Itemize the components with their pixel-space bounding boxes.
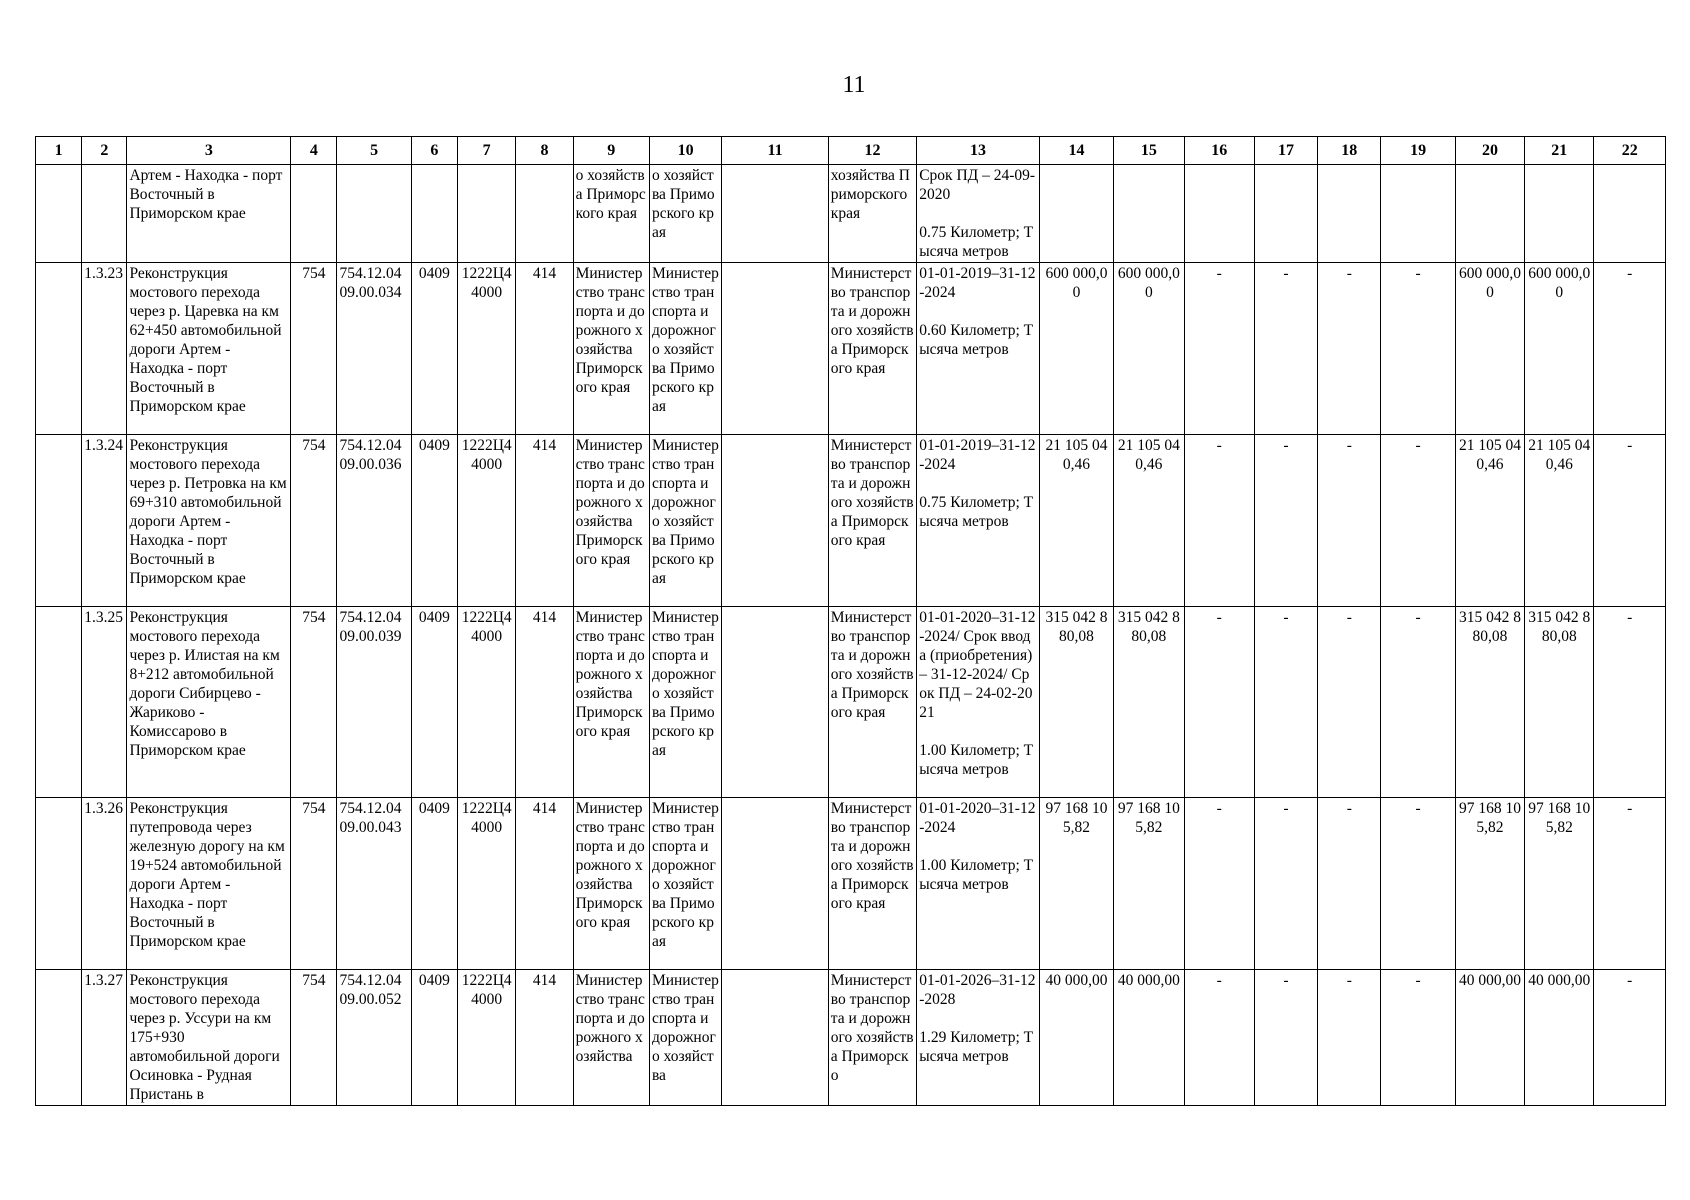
column-header: 7 bbox=[458, 137, 516, 165]
cell-object-name: Реконструкция мостового перехода через р. Царевка на км 62+450 автомобильной дороги Артем - Находка - порт Восточный в Приморском крае bbox=[127, 263, 291, 435]
cell-object-name: Реконструкция мостового перехода через р. Петровка на км 69+310 автомобильной дороги Артем - Находка - порт Восточный в Приморском крае bbox=[127, 435, 291, 607]
cell-col-8 bbox=[516, 165, 573, 263]
cell-col-4 bbox=[291, 165, 337, 263]
cell-col-5: 754.12.04 09.00.034 bbox=[337, 263, 411, 435]
column-header: 4 bbox=[291, 137, 337, 165]
cell-col-9: Министерство транспорта и дорожного хозяйства Приморского края bbox=[573, 435, 649, 607]
cell-col-17: - bbox=[1254, 263, 1317, 435]
cell-col-16: - bbox=[1184, 435, 1254, 607]
cell-col-13: 01-01-2020–31-12-2024/ Срок ввода (приобретения) – 31-12-2024/ Срок ПД – 24-02-2021 1.00 Километр; Тысяча метров bbox=[917, 607, 1040, 798]
cell-col-6: 0409 bbox=[411, 798, 457, 970]
cell-col-10: о хозяйства Приморского края bbox=[649, 165, 721, 263]
cell-col-15: 21 105 04 0,46 bbox=[1114, 435, 1184, 607]
column-header: 14 bbox=[1039, 137, 1113, 165]
cell-col-22: - bbox=[1594, 263, 1666, 435]
cell-col-17: - bbox=[1254, 970, 1317, 1106]
cell-col-8: 414 bbox=[516, 607, 573, 798]
cell-col-4: 754 bbox=[291, 798, 337, 970]
cell-col-8: 414 bbox=[516, 798, 573, 970]
column-header: 20 bbox=[1455, 137, 1524, 165]
cell-col-14: 315 042 8 80,08 bbox=[1039, 607, 1113, 798]
cell-col-11 bbox=[722, 263, 829, 435]
cell-col-19: - bbox=[1381, 798, 1455, 970]
cell-col-6 bbox=[411, 165, 457, 263]
cell-col-18: - bbox=[1318, 798, 1381, 970]
cell-col-12: Министерство транспорта и дорожного хозяйства Приморского края bbox=[828, 607, 916, 798]
table-row bbox=[36, 970, 1666, 1106]
cell-col-11 bbox=[722, 435, 829, 607]
cell-col-10: Министерство транспорта и дорожного хозяйства Приморского края bbox=[649, 263, 721, 435]
cell-col-11 bbox=[722, 607, 829, 798]
cell-col-17 bbox=[1254, 165, 1317, 263]
cell-col-11 bbox=[722, 970, 829, 1106]
cell-col-5: 754.12.04 09.00.039 bbox=[337, 607, 411, 798]
cell-object-name: Реконструкция мостового перехода через р. Уссури на км 175+930 автомобильной дороги Осиновка - Рудная Пристань в bbox=[127, 970, 291, 1106]
cell-col-18: - bbox=[1318, 435, 1381, 607]
cell-col-4: 754 bbox=[291, 970, 337, 1106]
cell-col-22: - bbox=[1594, 798, 1666, 970]
cell-col-13: Срок ПД – 24-09-2020 0.75 Километр; Тысяча метров bbox=[917, 165, 1040, 263]
cell-col-4: 754 bbox=[291, 607, 337, 798]
cell-col-8: 414 bbox=[516, 263, 573, 435]
cell-col-15: 97 168 10 5,82 bbox=[1114, 798, 1184, 970]
cell-col-19: - bbox=[1381, 435, 1455, 607]
cell-item-code: 1.3.24 bbox=[82, 435, 127, 607]
cell-col-19: - bbox=[1381, 263, 1455, 435]
cell-col-14: 600 000,0 0 bbox=[1039, 263, 1113, 435]
cell-col-12: Министерство транспорта и дорожного хозяйства Приморского края bbox=[828, 435, 916, 607]
column-header: 6 bbox=[411, 137, 457, 165]
cell-col-11 bbox=[722, 798, 829, 970]
cell-col-12: Министерство транспорта и дорожного хозяйства Приморско bbox=[828, 970, 916, 1106]
cell-col-14: 97 168 10 5,82 bbox=[1039, 798, 1113, 970]
cell-col-13: 01-01-2020–31-12-2024 1.00 Километр; Тысяча метров bbox=[917, 798, 1040, 970]
cell-col-18: - bbox=[1318, 263, 1381, 435]
column-header: 22 bbox=[1594, 137, 1666, 165]
cell-col-18 bbox=[1318, 165, 1381, 263]
cell-col-16: - bbox=[1184, 607, 1254, 798]
cell-col-6: 0409 bbox=[411, 607, 457, 798]
cell-col-9: о хозяйства Приморского края bbox=[573, 165, 649, 263]
cell-col-5: 754.12.04 09.00.052 bbox=[337, 970, 411, 1106]
cell-col-12: Министерство транспорта и дорожного хозяйства Приморского края bbox=[828, 263, 916, 435]
cell-col-20: 40 000,00 bbox=[1455, 970, 1524, 1106]
cell-col-14: 40 000,00 bbox=[1039, 970, 1113, 1106]
cell-col-7: 1222Ц4 4000 bbox=[458, 970, 516, 1106]
cell-col-20: 21 105 04 0,46 bbox=[1455, 435, 1524, 607]
cell-item-code: 1.3.23 bbox=[82, 263, 127, 435]
cell-col-22: - bbox=[1594, 970, 1666, 1106]
cell-col-15: 315 042 8 80,08 bbox=[1114, 607, 1184, 798]
cell-col-13: 01-01-2019–31-12-2024 0.75 Километр; Тысяча метров bbox=[917, 435, 1040, 607]
column-header: 19 bbox=[1381, 137, 1455, 165]
data-table bbox=[35, 136, 1666, 1106]
cell-col-10: Министерство транспорта и дорожного хозяйства bbox=[649, 970, 721, 1106]
cell-col-15: 600 000,0 0 bbox=[1114, 263, 1184, 435]
cell-col-21: 97 168 10 5,82 bbox=[1525, 798, 1594, 970]
cell-col-20 bbox=[1455, 165, 1524, 263]
cell-col-13: 01-01-2026–31-12-2028 1.29 Километр; Тысяча метров bbox=[917, 970, 1040, 1106]
cell-col-19: - bbox=[1381, 970, 1455, 1106]
cell-row-number bbox=[36, 435, 82, 607]
cell-col-15 bbox=[1114, 165, 1184, 263]
column-header: 10 bbox=[649, 137, 721, 165]
cell-item-code: 1.3.25 bbox=[82, 607, 127, 798]
cell-col-14: 21 105 04 0,46 bbox=[1039, 435, 1113, 607]
cell-col-17: - bbox=[1254, 607, 1317, 798]
cell-object-name: Реконструкция путепровода через железную дорогу на км 19+524 автомобильной дороги Артем - Находка - порт Восточный в Приморском крае bbox=[127, 798, 291, 970]
cell-col-20: 315 042 8 80,08 bbox=[1455, 607, 1524, 798]
column-header: 17 bbox=[1254, 137, 1317, 165]
cell-col-9: Министерство транспорта и дорожного хозяйства Приморского края bbox=[573, 263, 649, 435]
cell-col-21: 315 042 8 80,08 bbox=[1525, 607, 1594, 798]
cell-col-10: Министерство транспорта и дорожного хозяйства Приморского края bbox=[649, 435, 721, 607]
column-header: 18 bbox=[1318, 137, 1381, 165]
cell-col-13: 01-01-2019–31-12-2024 0.60 Километр; Тысяча метров bbox=[917, 263, 1040, 435]
column-header: 3 bbox=[127, 137, 291, 165]
cell-col-10: Министерство транспорта и дорожного хозяйства Приморского края bbox=[649, 607, 721, 798]
table-row bbox=[36, 263, 1666, 435]
cell-col-5 bbox=[337, 165, 411, 263]
cell-item-code: 1.3.26 bbox=[82, 798, 127, 970]
cell-col-9: Министерство транспорта и дорожного хозяйства bbox=[573, 970, 649, 1106]
table-row bbox=[36, 435, 1666, 607]
cell-col-12: Министерство транспорта и дорожного хозяйства Приморского края bbox=[828, 798, 916, 970]
cell-col-8: 414 bbox=[516, 435, 573, 607]
cell-col-16 bbox=[1184, 165, 1254, 263]
table-row bbox=[36, 607, 1666, 798]
column-header: 12 bbox=[828, 137, 916, 165]
cell-col-19: - bbox=[1381, 607, 1455, 798]
cell-col-15: 40 000,00 bbox=[1114, 970, 1184, 1106]
cell-col-16: - bbox=[1184, 970, 1254, 1106]
cell-col-16: - bbox=[1184, 798, 1254, 970]
cell-col-11 bbox=[722, 165, 829, 263]
cell-col-4: 754 bbox=[291, 435, 337, 607]
cell-item-code bbox=[82, 165, 127, 263]
cell-row-number bbox=[36, 165, 82, 263]
table-row bbox=[36, 798, 1666, 970]
cell-col-7: 1222Ц4 4000 bbox=[458, 435, 516, 607]
column-header: 9 bbox=[573, 137, 649, 165]
cell-row-number bbox=[36, 607, 82, 798]
header-row bbox=[36, 137, 1666, 165]
cell-col-20: 600 000,0 0 bbox=[1455, 263, 1524, 435]
cell-col-18: - bbox=[1318, 970, 1381, 1106]
column-header: 15 bbox=[1114, 137, 1184, 165]
cell-object-name: Артем - Находка - порт Восточный в Приморском крае bbox=[127, 165, 291, 263]
cell-col-5: 754.12.04 09.00.043 bbox=[337, 798, 411, 970]
cell-row-number bbox=[36, 263, 82, 435]
cell-col-21: 21 105 04 0,46 bbox=[1525, 435, 1594, 607]
cell-col-9: Министерство транспорта и дорожного хозяйства Приморского края bbox=[573, 798, 649, 970]
cell-col-21 bbox=[1525, 165, 1594, 263]
cell-col-21: 600 000,0 0 bbox=[1525, 263, 1594, 435]
table-row bbox=[36, 165, 1666, 263]
column-header: 2 bbox=[82, 137, 127, 165]
column-header: 21 bbox=[1525, 137, 1594, 165]
cell-col-7: 1222Ц4 4000 bbox=[458, 607, 516, 798]
cell-col-17: - bbox=[1254, 435, 1317, 607]
cell-col-20: 97 168 10 5,82 bbox=[1455, 798, 1524, 970]
page-number: 11 bbox=[842, 72, 866, 98]
cell-col-6: 0409 bbox=[411, 263, 457, 435]
cell-col-18: - bbox=[1318, 607, 1381, 798]
cell-row-number bbox=[36, 798, 82, 970]
cell-col-10: Министерство транспорта и дорожного хозяйства Приморского края bbox=[649, 798, 721, 970]
cell-col-19 bbox=[1381, 165, 1455, 263]
column-header: 13 bbox=[917, 137, 1040, 165]
column-header: 11 bbox=[722, 137, 829, 165]
column-header: 5 bbox=[337, 137, 411, 165]
column-header: 16 bbox=[1184, 137, 1254, 165]
cell-object-name: Реконструкция мостового перехода через р. Илистая на км 8+212 автомобильной дороги Сибирцево - Жариково - Комиссарово в Приморском крае bbox=[127, 607, 291, 798]
cell-item-code: 1.3.27 bbox=[82, 970, 127, 1106]
cell-col-6: 0409 bbox=[411, 970, 457, 1106]
cell-col-6: 0409 bbox=[411, 435, 457, 607]
cell-col-22: - bbox=[1594, 435, 1666, 607]
cell-col-7: 1222Ц4 4000 bbox=[458, 798, 516, 970]
cell-col-8: 414 bbox=[516, 970, 573, 1106]
cell-col-21: 40 000,00 bbox=[1525, 970, 1594, 1106]
column-header: 1 bbox=[36, 137, 82, 165]
cell-col-22: - bbox=[1594, 607, 1666, 798]
cell-col-7 bbox=[458, 165, 516, 263]
cell-col-14 bbox=[1039, 165, 1113, 263]
column-header: 8 bbox=[516, 137, 573, 165]
cell-col-22 bbox=[1594, 165, 1666, 263]
cell-col-9: Министерство транспорта и дорожного хозяйства Приморского края bbox=[573, 607, 649, 798]
cell-col-12: хозяйства Приморского края bbox=[828, 165, 916, 263]
cell-col-16: - bbox=[1184, 263, 1254, 435]
cell-col-4: 754 bbox=[291, 263, 337, 435]
cell-col-17: - bbox=[1254, 798, 1317, 970]
cell-row-number bbox=[36, 970, 82, 1106]
cell-col-7: 1222Ц4 4000 bbox=[458, 263, 516, 435]
cell-col-5: 754.12.04 09.00.036 bbox=[337, 435, 411, 607]
